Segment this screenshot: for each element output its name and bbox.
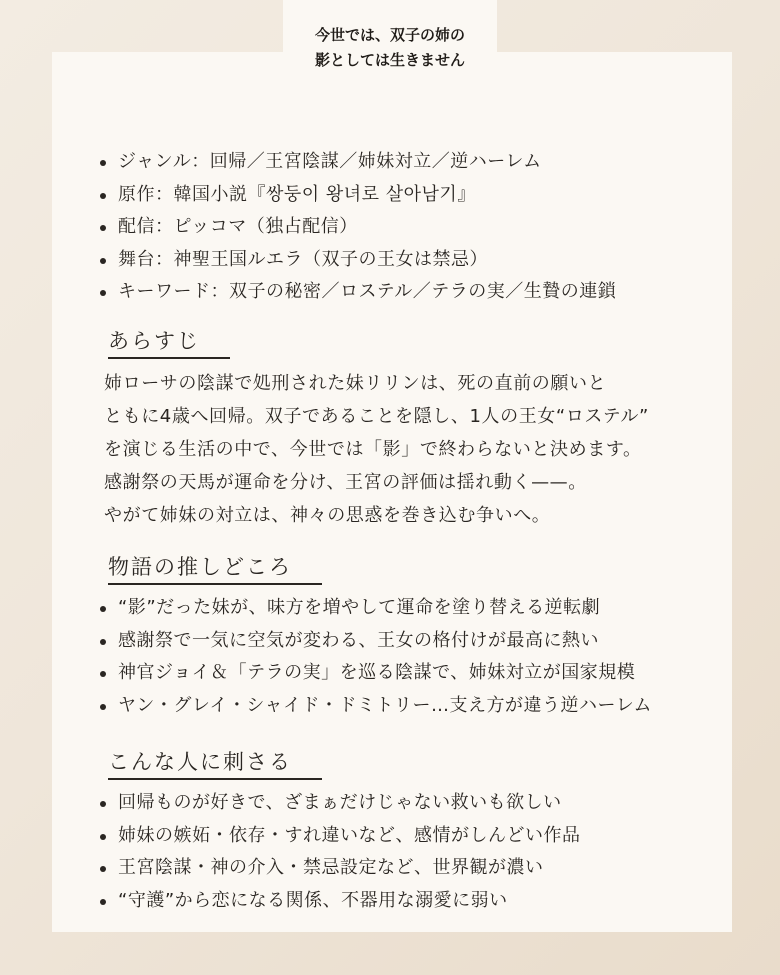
synopsis-heading (108, 327, 200, 359)
info-genre: ジャンル：回帰／王宮陰謀／姉妹対立／逆ハーレム (96, 146, 736, 179)
recommend-heading (108, 748, 292, 780)
list-item: “守護”から恋になる関係、不器用な溺愛に弱い (96, 885, 736, 918)
synopsis-line: 姉ローサの陰謀で処刑された妹リリンは、死の直前の願いと (104, 373, 607, 394)
title-tab (283, 0, 497, 92)
synopsis-heading-text: あらすじ (108, 329, 200, 353)
list-item: 姉妹の嫉妬・依存・すれ違いなど、感情がしんどい作品 (96, 820, 736, 853)
info-keywords: キーワード：双子の秘密／ロステル／テラの実／生贄の連鎖 (96, 276, 736, 309)
title-line-1: 今世では、双子の姉の (314, 26, 465, 44)
highlights-heading (108, 553, 292, 585)
list-item: “影”だった妹が、味方を増やして運命を塗り替える逆転劇 (96, 592, 736, 625)
info-list (96, 146, 736, 309)
list-item: 回帰ものが好きで、ざまぁだけじゃない救いも欲しい (96, 787, 736, 820)
title-line-2: 影としては生きません (314, 51, 465, 69)
synopsis-line: ともに4歳へ回帰。双子であることを隠し、1人の王女“ロステル” (104, 406, 649, 427)
highlights-list (96, 592, 736, 722)
list-item: 神官ジョイ＆「テラの実」を巡る陰謀で、姉妹対立が国家規模 (96, 657, 736, 690)
highlights-heading-underline (108, 583, 322, 585)
recommend-heading-underline (108, 778, 322, 780)
synopsis-line: やがて姉妹の対立は、神々の思惑を巻き込む争いへ。 (104, 505, 551, 526)
synopsis-heading-underline (108, 357, 230, 359)
info-setting: 舞台：神聖王国ルエラ（双子の王女は禁忌） (96, 244, 736, 277)
list-item: 王宮陰謀・神の介入・禁忌設定など、世界観が濃い (96, 852, 736, 885)
synopsis-paragraph (104, 367, 724, 532)
list-item: 感謝祭で一気に空気が変わる、王女の格付けが最高に熱い (96, 625, 736, 658)
recommend-heading-text: こんな人に刺さる (108, 750, 292, 774)
highlights-heading-text: 物語の推しどころ (108, 555, 292, 579)
recommend-list (96, 787, 736, 917)
info-distribution: 配信：ピッコマ（独占配信） (96, 211, 736, 244)
info-original: 原作：韓国小説『쌍둥이 왕녀로 살아남기』 (96, 179, 736, 212)
list-item: ヤン・グレイ・シャイド・ドミトリー…支え方が違う逆ハーレム (96, 690, 736, 723)
synopsis-line: 感謝祭の天馬が運命を分け、王宮の評価は揺れ動く——。 (104, 472, 587, 493)
synopsis-line: を演じる生活の中で、今世では「影」で終わらないと決めます。 (104, 439, 642, 460)
